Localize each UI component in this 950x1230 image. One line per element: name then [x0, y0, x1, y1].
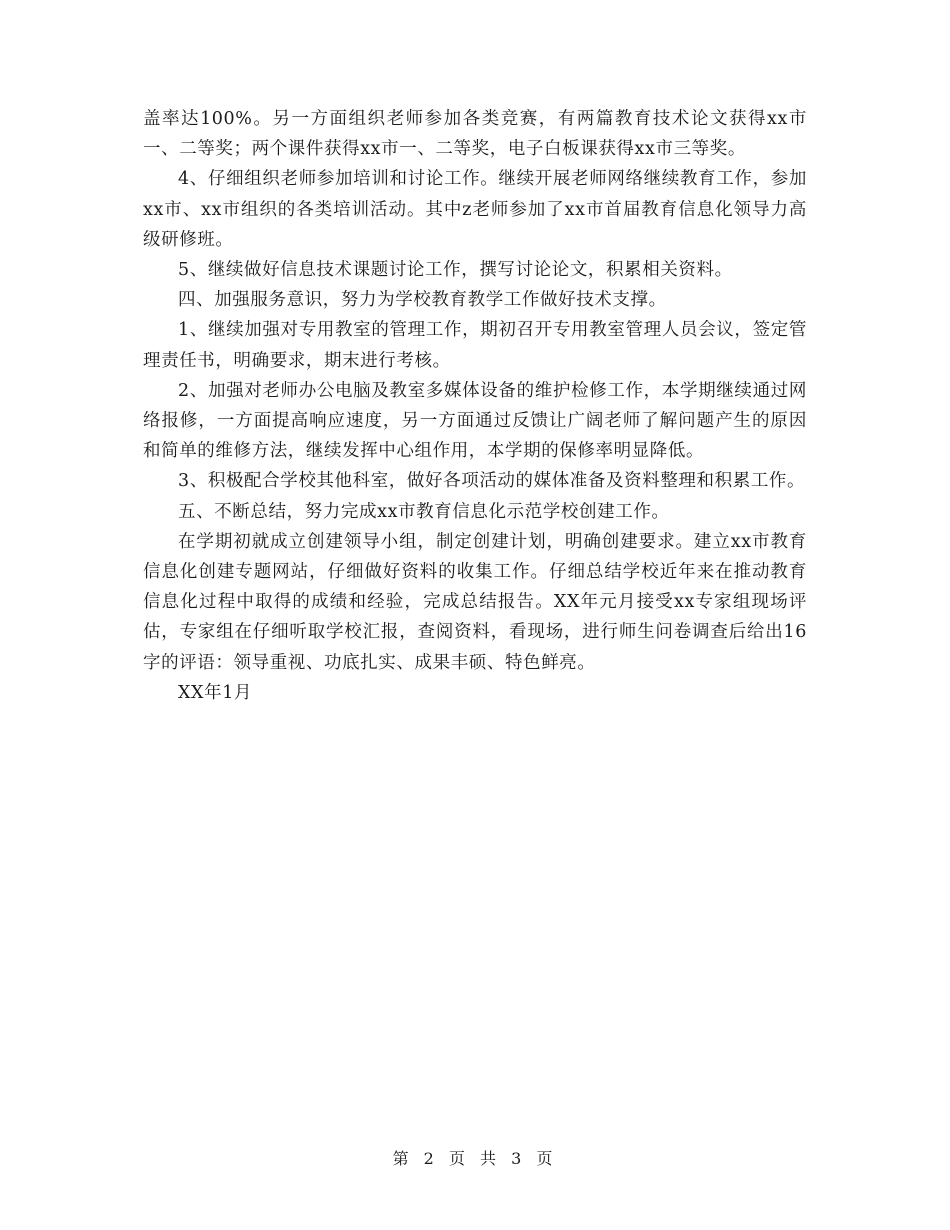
paragraph-1: 盖率达100%。另一方面组织老师参加各类竞赛，有两篇教育技术论文获得xx市一、二等奖；两个课件获得xx市一、二等奖，电子白板课获得xx市三等奖。 — [143, 109, 807, 160]
section-heading-5: 五、不断总结，努力完成xx市教育信息化示范学校创建工作。 — [178, 501, 670, 522]
paragraph-6: 2、加强对老师办公电脑及教室多媒体设备的维护检修工作，本学期继续通过网络报修，一方面提高响应速度，另一方面通过反馈让广阔老师了解问题产生的原因和简单的维修方法，继续发挥中心组作用，本学期的保修率明显降低。 — [143, 380, 807, 462]
paragraph-3: 5、继续做好信息技术课题讨论工作，撰写讨论论文，积累相关资料。 — [178, 260, 733, 281]
date-line: XX年1月 — [178, 682, 253, 703]
paragraph-5: 1、继续加强对专用教室的管理工作，期初召开专用教室管理人员会议，签定管理责任书，明确要求，期末进行考核。 — [143, 320, 807, 371]
paragraph-9: 在学期初就成立创建领导小组，制定创建计划，明确创建要求。建立xx市教育信息化创建专题网站，仔细做好资料的收集工作。仔细总结学校近年来在推动教育信息化过程中取得的成绩和经验，完成总结报告。XX年元月接受xx专家组现场评估，专家组在仔细听取学校汇报，查阅资料，看现场，进行师生问卷调查后给出16字的评语：领导重视、功底扎实、成果丰硕、特色鲜亮。 — [143, 531, 807, 673]
paragraph-7: 3、积极配合学校其他科室，做好各项活动的媒体准备及资料整理和积累工作。 — [178, 471, 806, 492]
page-number-footer: 第 2 页 共 3 页 — [392, 1149, 558, 1168]
document-body — [143, 104, 807, 708]
paragraph-2: 4、仔细组织老师参加培训和讨论工作。继续开展老师网络继续教育工作，参加xx市、xx市组织的各类培训活动。其中z老师参加了xx市首届教育信息化领导力高级研修班。 — [143, 169, 807, 250]
section-heading-4: 四、加强服务意识，努力为学校教育教学工作做好技术支撑。 — [178, 290, 667, 311]
